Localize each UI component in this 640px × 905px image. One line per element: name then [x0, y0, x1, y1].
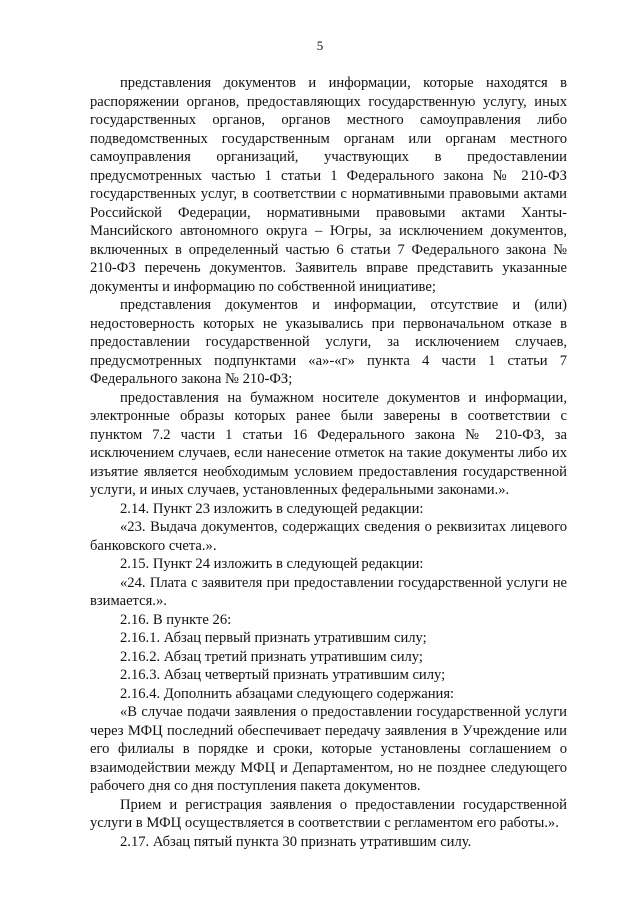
- paragraph-item-2-15: 2.15. Пункт 24 изложить в следующей редакции:: [120, 556, 424, 572]
- paragraph-item-2-16-3: 2.16.3. Абзац четвертый признать утратившим силу;: [120, 667, 446, 683]
- paragraph-item-2-16: 2.16. В пункте 26:: [120, 611, 232, 628]
- paragraph-item-23-text: «23. Выдача документов, содержащих сведения о реквизитах лицевого банковского счета.».: [90, 519, 567, 554]
- paragraph-mfc-registration: Прием и регистрация заявления о предоставлении государственной услуги в МФЦ осуществляется в соответствии с регламентом его работы.».: [90, 796, 567, 831]
- page-number: 5: [316, 38, 324, 53]
- document-body: [90, 74, 567, 851]
- paragraph-paper-documents: предоставления на бумажном носителе документов и информации, электронные образы которых ранее были заверены в соответствии с пунктом 7.2 части 1 статьи 16 Федерального закона № 210-ФЗ, за исключением случаев, если нанесение отметок на такие документы либо их изъятие является необходимым условием предоставления государственной услуги, и иных случаев, установленных федеральными законами.».: [90, 389, 567, 498]
- paragraph-documents-in-possession: представления документов и информации, которые находятся в распоряжении органов, предоставляющих государственную услугу, иных государственных органов, органов местного самоуправления либо подведомственных государственным органам или органам местного самоуправления организаций, участвующих в предоставлении предусмотренных частью 1 статьи 1 Федерального закона № 210-ФЗ государственных услуг, в соответствии с нормативными правовыми актами Российской Федерации, нормативными правовыми актами Ханты-Мансийского автономного округа – Югры, за исключением документов, включенных в определенный частью 6 статьи 7 Федерального закона № 210-ФЗ перечень документов. Заявитель вправе представить указанные документы и информацию по собственной инициативе;: [90, 75, 567, 295]
- paragraph-item-2-16-2: 2.16.2. Абзац третий признать утратившим силу;: [120, 648, 423, 665]
- paragraph-item-2-16-1: 2.16.1. Абзац первый признать утратившим силу;: [120, 630, 427, 646]
- paragraph-item-2-16-4: 2.16.4. Дополнить абзацами следующего содержания:: [120, 685, 455, 702]
- paragraph-item-2-14: 2.14. Пункт 23 изложить в следующей редакции:: [120, 500, 424, 517]
- paragraph-item-24-text: «24. Плата с заявителя при предоставлении государственной услуги не взимается.».: [90, 574, 567, 609]
- paragraph-mfc-application: «В случае подачи заявления о предоставлении государственной услуги через МФЦ последний обеспечивает передачу заявления в Учреждение или его филиалы в порядке и сроки, которые установлены соглашением о взаимодействии между МФЦ и Департаментом, но не позднее следующего рабочего дня со дня поступления пакета документов.: [90, 704, 567, 794]
- paragraph-documents-not-indicated: представления документов и информации, отсутствие и (или) недостоверность которых не указывались при первоначальном отказе в предоставлении государственной услуги, за исключением случаев, предусмотренных подпунктами «а»-«г» пункта 4 части 1 статьи 7 Федерального закона № 210-ФЗ;: [90, 297, 567, 387]
- paragraph-item-2-17: 2.17. Абзац пятый пункта 30 признать утратившим силу.: [120, 833, 472, 850]
